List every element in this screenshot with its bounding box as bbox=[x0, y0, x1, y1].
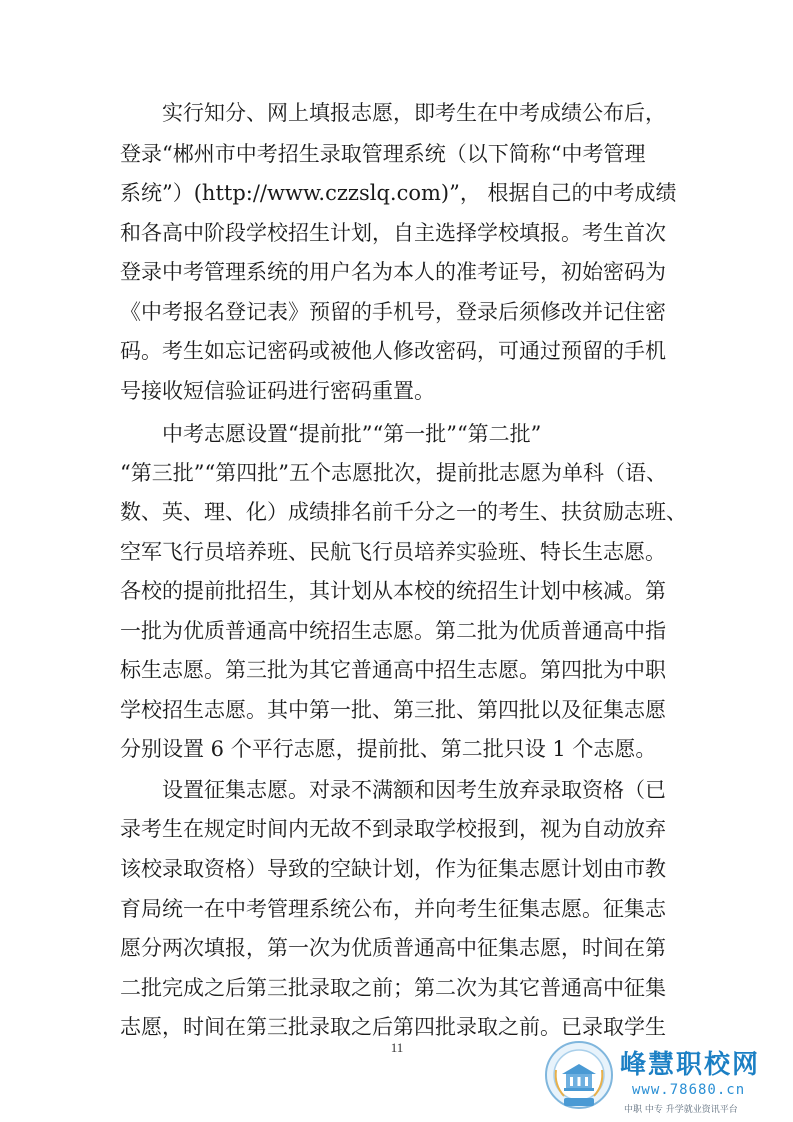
text-line: 中考志愿设置“提前批”“第一批”“第二批” bbox=[162, 422, 542, 446]
text-line: 分别设置 6 个平行志愿，提前批、第二批只设 1 个志愿。 bbox=[120, 737, 657, 761]
text-line: 标生志愿。第三批为其它普通高中招生志愿。第四批为中职 bbox=[120, 658, 666, 682]
watermark-url[interactable]: www.78680.cn bbox=[632, 1082, 746, 1098]
text-line: 学校招生志愿。其中第一批、第三批、第四批以及征集志愿 bbox=[120, 698, 666, 722]
text-line: 码。考生如忘记密码或被他人修改密码，可通过预留的手机 bbox=[120, 339, 666, 363]
watermark-tagline: 中职 中专 升学就业资讯平台 bbox=[624, 1105, 738, 1115]
text-line: “第三批”“第四批”五个志愿批次，提前批志愿为单科（语、 bbox=[120, 461, 667, 485]
text-line: 登录中考管理系统的用户名为本人的准考证号，初始密码为 bbox=[120, 260, 666, 284]
text-line: 一批为优质普通高中统招生志愿。第二批为优质普通高中指 bbox=[120, 619, 666, 643]
text-line: 空军飞行员培养班、民航飞行员培养实验班、特长生志愿。 bbox=[120, 540, 666, 564]
site-watermark bbox=[540, 1038, 790, 1122]
text-line: 录考生在规定时间内无故不到录取学校报到，视为自动放弃 bbox=[120, 817, 666, 841]
text-line: 数、英、理、化）成绩排名前千分之一的考生、扶贫励志班、 bbox=[120, 500, 687, 524]
text-line: 系统”）(http://www.czzslq.com)”， 根据自己的中考成绩 bbox=[120, 181, 677, 205]
text-line: 愿分两次填报，第一次为优质普通高中征集志愿，时间在第 bbox=[120, 936, 666, 960]
text-line: 志愿，时间在第三批录取之后第四批录取之前。已录取学生 bbox=[120, 1015, 666, 1039]
text-line: 各校的提前批招生，其计划从本校的统招生计划中核减。第 bbox=[120, 579, 666, 603]
page-number: 11 bbox=[390, 1040, 404, 1055]
text-line: 登录“郴州市中考招生录取管理系统（以下简称“中考管理 bbox=[120, 142, 646, 166]
watermark-brand: 峰慧职校网 bbox=[620, 1050, 761, 1080]
school-logo-icon bbox=[544, 1040, 614, 1110]
text-line: 《中考报名登记表》预留的手机号，登录后须修改并记住密 bbox=[120, 300, 666, 324]
text-line: 和各高中阶段学校招生计划，自主选择学校填报。考生首次 bbox=[120, 221, 666, 245]
text-line: 该校录取资格）导致的空缺计划，作为征集志愿计划由市教 bbox=[120, 857, 666, 881]
text-line: 实行知分、网上填报志愿，即考生在中考成绩公布后， bbox=[162, 101, 666, 125]
text-line: 号接收短信验证码进行密码重置。 bbox=[120, 379, 435, 403]
text-line: 二批完成之后第三批录取之前；第二次为其它普通高中征集 bbox=[120, 976, 666, 1000]
text-line: 设置征集志愿。对录不满额和因考生放弃录取资格（已 bbox=[162, 778, 666, 802]
text-line: 育局统一在中考管理系统公布，并向考生征集志愿。征集志 bbox=[120, 897, 666, 921]
